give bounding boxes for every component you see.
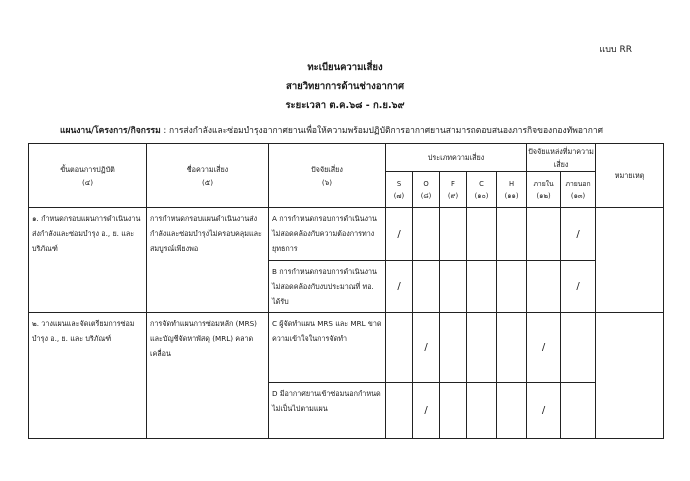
mark-cell bbox=[467, 383, 497, 439]
mark-cell: / bbox=[561, 261, 596, 313]
header-remark: หมายเหตุ bbox=[596, 144, 664, 208]
title-period: ระยะเวลา ต.ค.๖๘ - ก.ย.๖๙ bbox=[285, 100, 405, 111]
header-type-o: O (๘) bbox=[413, 172, 440, 208]
mark-cell bbox=[386, 313, 413, 383]
mark-cell bbox=[467, 208, 497, 261]
mark-cell bbox=[497, 383, 527, 439]
risk-register-table bbox=[28, 143, 664, 439]
mark-cell bbox=[497, 313, 527, 383]
mark-cell bbox=[527, 261, 561, 313]
mark-cell: / bbox=[386, 208, 413, 261]
mark-cell bbox=[386, 383, 413, 439]
mark-cell: / bbox=[527, 313, 561, 383]
risk-name-cell: การกำหนดกรอบแผนดำเนินงานส่งกำลังและซ่อมบำรุงไม่ครอบคลุมและสมบูรณ์เพียงพอ bbox=[147, 208, 269, 313]
header-source-internal: ภายใน (๑๒) bbox=[527, 172, 561, 208]
header-source-external: ภายนอก (๑๓) bbox=[561, 172, 596, 208]
mark-cell bbox=[497, 208, 527, 261]
mark-cell bbox=[497, 261, 527, 313]
mark-cell bbox=[413, 208, 440, 261]
mark-cell bbox=[561, 383, 596, 439]
header-type-f: F (๙) bbox=[440, 172, 467, 208]
plan-label: แผนงาน/โครงการ/กิจกรรม bbox=[60, 126, 161, 136]
header-type-h: H (๑๑) bbox=[497, 172, 527, 208]
plan-line bbox=[60, 123, 603, 137]
table-row bbox=[29, 208, 664, 261]
mark-cell bbox=[561, 313, 596, 383]
header-risk-type: ประเภทความเสี่ยง bbox=[386, 144, 527, 172]
remark-cell bbox=[596, 313, 664, 439]
header-type-s: S (๗) bbox=[386, 172, 413, 208]
table-row bbox=[29, 313, 664, 383]
mark-cell: / bbox=[413, 313, 440, 383]
title-risk-register: ทะเบียนความเสี่ยง bbox=[307, 62, 383, 73]
step-cell: ๑. กำหนดกรอบแผนการดำเนินงานส่งกำลังและซ่อมบำรุง อ., ย. และ บริภัณฑ์ bbox=[29, 208, 147, 313]
mark-cell: / bbox=[413, 383, 440, 439]
mark-cell: / bbox=[527, 383, 561, 439]
mark-cell bbox=[467, 313, 497, 383]
mark-cell bbox=[440, 208, 467, 261]
remark-cell bbox=[596, 208, 664, 313]
plan-text: : การส่งกำลังและซ่อมบำรุงอากาศยานเพื่อให้ความพร้อมปฏิบัติการอากาศยานสามารถตอบสนองภารกิจของกองทัพอากาศ bbox=[160, 126, 604, 136]
header-risk-source: ปัจจัยแหล่งที่มาความเสี่ยง bbox=[527, 144, 596, 172]
mark-cell bbox=[527, 208, 561, 261]
mark-cell bbox=[440, 313, 467, 383]
document-titles bbox=[0, 58, 690, 115]
risk-name-cell: การจัดทำแผนการซ่อมหลัก (MRS) และบัญชีจัดหาพัสดุ (MRL) คลาดเคลื่อน bbox=[147, 313, 269, 439]
title-department: สายวิทยาการด้านช่างอากาศ bbox=[286, 81, 404, 92]
header-risk-name: ชื่อความเสี่ยง (๕) bbox=[147, 144, 269, 208]
mark-cell bbox=[440, 383, 467, 439]
mark-cell: / bbox=[386, 261, 413, 313]
step-cell: ๒. วางแผนและจัดเตรียมการซ่อมบำรุง อ., ย. และ บริภัณฑ์ bbox=[29, 313, 147, 439]
risk-factor-cell: B การกำหนดกรอบการดำเนินงานไม่สอดคล้องกับงบประมาณที่ ทอ. ได้รับ bbox=[269, 261, 386, 313]
mark-cell bbox=[440, 261, 467, 313]
mark-cell bbox=[413, 261, 440, 313]
header-risk-factor: ปัจจัยเสี่ยง (๖) bbox=[269, 144, 386, 208]
risk-factor-cell: D มีอากาศยานเข้าซ่อมนอกกำหนดไม่เป็นไปตามแผน bbox=[269, 383, 386, 439]
risk-factor-cell: C ผู้จัดทำแผน MRS และ MRL ขาดความเข้าใจในการจัดทำ bbox=[269, 313, 386, 383]
risk-factor-cell: A การกำหนดกรอบการดำเนินงานไม่สอดคล้องกับความต้องการทางยุทธการ bbox=[269, 208, 386, 261]
form-code: แบบ RR bbox=[599, 45, 632, 55]
mark-cell: / bbox=[561, 208, 596, 261]
header-step: ขั้นตอนการปฏิบัติ (๔) bbox=[29, 144, 147, 208]
header-type-c: C (๑๐) bbox=[467, 172, 497, 208]
mark-cell bbox=[467, 261, 497, 313]
